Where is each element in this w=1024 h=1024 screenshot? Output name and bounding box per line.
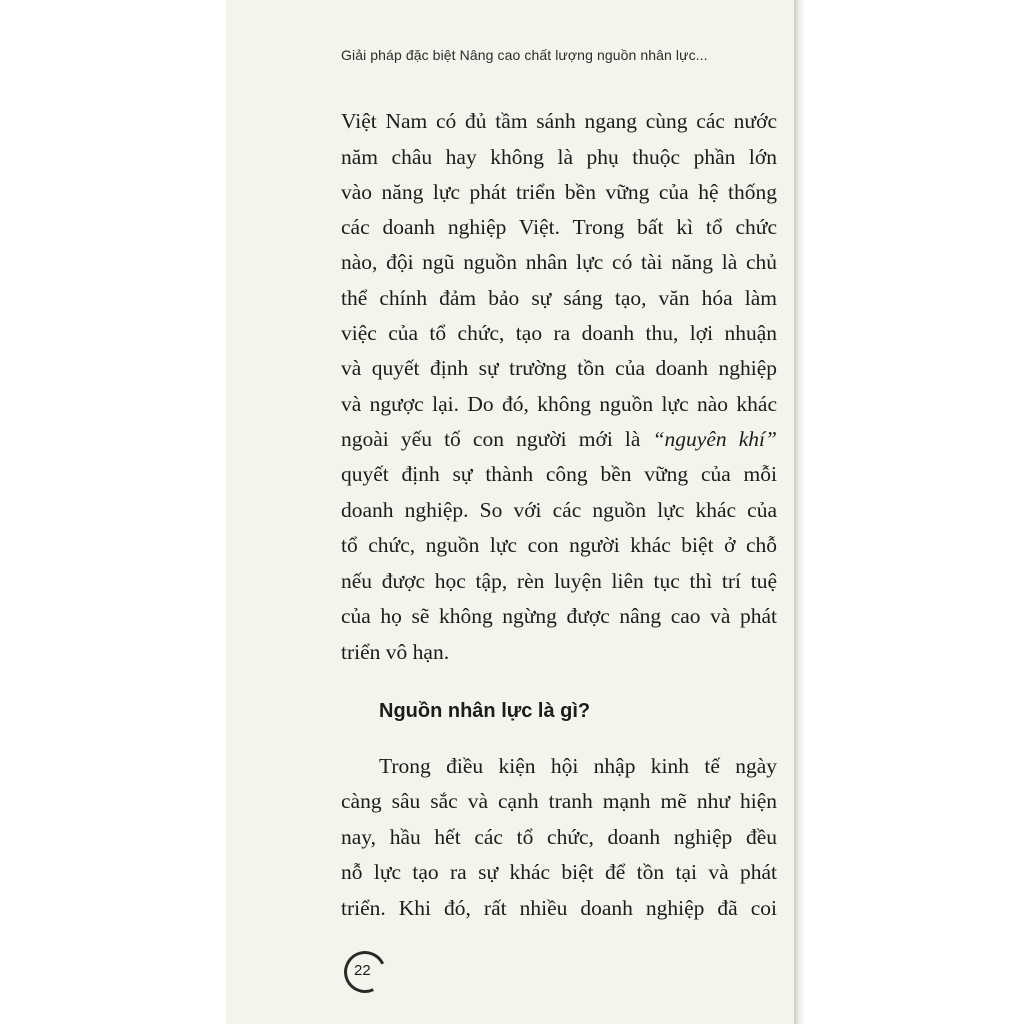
running-header: Giải pháp đặc biệt Nâng cao chất lượng nguồn nhân lực... (341, 47, 708, 63)
page-number: 22 (354, 962, 371, 979)
text-line: doanh nghiệp. So với các nguồn lực khác của (341, 498, 777, 522)
text-line: và ngược lại. Do đó, không nguồn lực nào khác (341, 392, 777, 416)
text-line: nay, hầu hết các tổ chức, doanh nghiệp đều (341, 825, 777, 849)
text-line: thể chính đảm bảo sự sáng tạo, văn hóa làm (341, 286, 777, 310)
text-line: triển. Khi đó, rất nhiều doanh nghiệp đã coi (341, 896, 777, 920)
text-line: triển vô hạn. (341, 640, 450, 664)
text-segment: Trong điều kiện hội nhập kinh tế ngày (379, 754, 777, 778)
page-number-badge (344, 951, 384, 991)
text-line: nỗ lực tạo ra sự khác biệt để tồn tại và phát (341, 860, 777, 884)
text-line-with-emphasis (341, 424, 777, 454)
text-line: tổ chức, nguồn lực con người khác biệt ở chỗ (341, 533, 777, 557)
emphasis-text: “nguyên khí” (652, 427, 777, 451)
text-line: việc của tổ chức, tạo ra doanh thu, lợi nhuận (341, 321, 777, 345)
text-line: và quyết định sự trường tồn của doanh nghiệp (341, 356, 777, 380)
text-segment: ngoài yếu tố con người mới là (341, 427, 641, 451)
page-edge (794, 0, 806, 1024)
text-line: vào năng lực phát triển bền vững của hệ thống (341, 180, 777, 204)
text-line: càng sâu sắc và cạnh tranh mạnh mẽ như hiện (341, 789, 777, 813)
text-line: nếu được học tập, rèn luyện liên tục thì trí tuệ (341, 569, 777, 593)
text-line: các doanh nghiệp Việt. Trong bất kì tổ chức (341, 215, 777, 239)
text-line: năm châu hay không là phụ thuộc phần lớn (341, 145, 777, 169)
text-line: Việt Nam có đủ tầm sánh ngang cùng các nước (341, 109, 777, 133)
text-line: nào, đội ngũ nguồn nhân lực có tài năng là chủ (341, 250, 777, 274)
text-line: quyết định sự thành công bền vững của mỗi (341, 462, 777, 486)
section-heading: Nguồn nhân lực là gì? (379, 700, 591, 722)
text-line-indented (341, 751, 777, 781)
text-line: của họ sẽ không ngừng được nâng cao và phát (341, 604, 777, 628)
